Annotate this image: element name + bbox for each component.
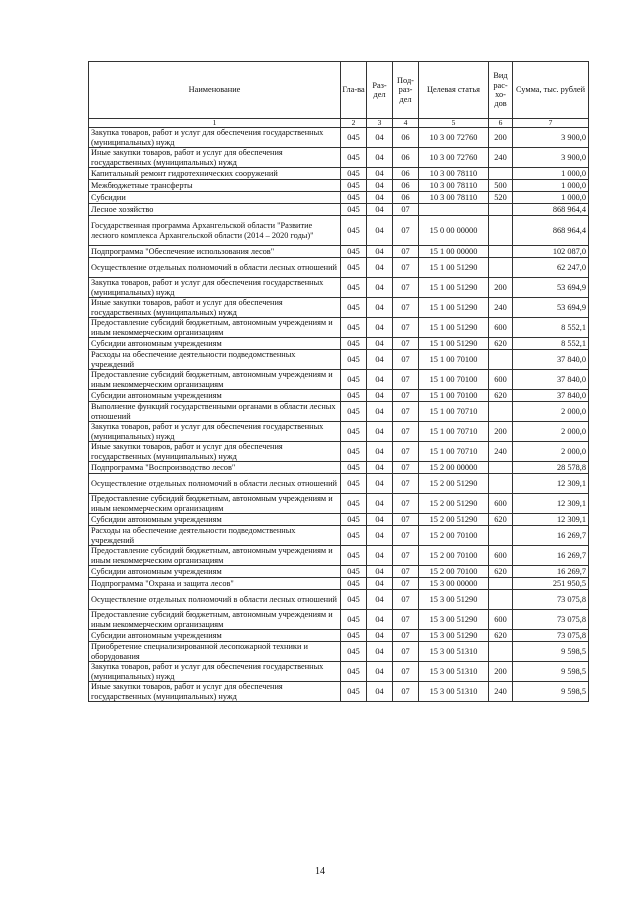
row-chapter-cell: 045 — [341, 566, 367, 578]
row-subsection-cell: 07 — [393, 402, 419, 422]
row-target-cell: 15 2 00 51290 — [419, 514, 489, 526]
header-amount: Сумма, тыс. рублей — [513, 62, 589, 119]
row-section-cell: 04 — [367, 258, 393, 278]
row-section-cell: 04 — [367, 642, 393, 662]
row-amount-cell: 16 269,7 — [513, 546, 589, 566]
row-name-cell: Приобретение специализированной лесопожарной техники и оборудования — [89, 642, 341, 662]
row-chapter-cell: 045 — [341, 246, 367, 258]
table-row — [89, 590, 589, 610]
row-subsection-cell: 06 — [393, 128, 419, 148]
row-target-cell: 15 1 00 51290 — [419, 258, 489, 278]
row-subsection-cell: 07 — [393, 630, 419, 642]
row-chapter-cell: 045 — [341, 442, 367, 462]
table-row — [89, 298, 589, 318]
row-chapter-cell: 045 — [341, 128, 367, 148]
row-chapter-cell: 045 — [341, 192, 367, 204]
row-target-cell: 15 1 00 00000 — [419, 246, 489, 258]
row-subsection-cell: 07 — [393, 338, 419, 350]
row-section-cell: 04 — [367, 566, 393, 578]
row-expense-type-cell — [489, 590, 513, 610]
row-section-cell: 04 — [367, 514, 393, 526]
page-number: 14 — [315, 866, 325, 877]
row-expense-type-cell: 620 — [489, 630, 513, 642]
row-name-cell: Осуществление отдельных полномочий в области лесных отношений — [89, 258, 341, 278]
row-subsection-cell: 07 — [393, 526, 419, 546]
row-amount-cell: 16 269,7 — [513, 526, 589, 546]
table-row — [89, 168, 589, 180]
header-name: Наименование — [89, 62, 341, 119]
row-name-cell: Предоставление субсидий бюджетным, автономным учреждениям и иным некоммерческим организациям — [89, 610, 341, 630]
row-target-cell: 15 1 00 70100 — [419, 370, 489, 390]
row-section-cell: 04 — [367, 338, 393, 350]
row-name-cell: Субсидии автономным учреждениям — [89, 566, 341, 578]
row-amount-cell: 1 000,0 — [513, 192, 589, 204]
row-chapter-cell: 045 — [341, 258, 367, 278]
row-chapter-cell: 045 — [341, 590, 367, 610]
row-expense-type-cell: 240 — [489, 148, 513, 168]
row-subsection-cell: 07 — [393, 350, 419, 370]
row-section-cell: 04 — [367, 350, 393, 370]
row-expense-type-cell — [489, 216, 513, 246]
table-row — [89, 216, 589, 246]
table-row — [89, 350, 589, 370]
row-name-cell: Субсидии автономным учреждениям — [89, 514, 341, 526]
row-chapter-cell: 045 — [341, 298, 367, 318]
row-expense-type-cell — [489, 204, 513, 216]
row-amount-cell: 1 000,0 — [513, 168, 589, 180]
table-row — [89, 180, 589, 192]
table-row — [89, 402, 589, 422]
row-expense-type-cell — [489, 350, 513, 370]
row-section-cell: 04 — [367, 148, 393, 168]
column-number: 7 — [513, 119, 589, 128]
row-chapter-cell: 045 — [341, 578, 367, 590]
row-amount-cell: 102 087,0 — [513, 246, 589, 258]
row-section-cell: 04 — [367, 442, 393, 462]
row-section-cell: 04 — [367, 390, 393, 402]
row-name-cell: Осуществление отдельных полномочий в области лесных отношений — [89, 590, 341, 610]
row-target-cell: 15 3 00 51290 — [419, 630, 489, 642]
row-subsection-cell: 06 — [393, 148, 419, 168]
row-target-cell: 10 3 00 78110 — [419, 168, 489, 180]
row-name-cell: Субсидии автономным учреждениям — [89, 630, 341, 642]
row-name-cell: Субсидии автономным учреждениям — [89, 338, 341, 350]
row-amount-cell: 37 840,0 — [513, 390, 589, 402]
row-name-cell: Предоставление субсидий бюджетным, автономным учреждениям и иным некоммерческим организациям — [89, 370, 341, 390]
row-chapter-cell: 045 — [341, 204, 367, 216]
column-number: 4 — [393, 119, 419, 128]
row-section-cell: 04 — [367, 192, 393, 204]
row-subsection-cell: 07 — [393, 298, 419, 318]
row-name-cell: Предоставление субсидий бюджетным, автономным учреждениям и иным некоммерческим организациям — [89, 546, 341, 566]
row-chapter-cell: 045 — [341, 494, 367, 514]
row-section-cell: 04 — [367, 610, 393, 630]
header-target: Целевая статья — [419, 62, 489, 119]
row-subsection-cell: 07 — [393, 610, 419, 630]
row-section-cell: 04 — [367, 590, 393, 610]
row-target-cell: 15 1 00 51290 — [419, 278, 489, 298]
row-target-cell: 15 3 00 51310 — [419, 642, 489, 662]
row-chapter-cell: 045 — [341, 148, 367, 168]
row-name-cell: Капитальный ремонт гидротехнических сооружений — [89, 168, 341, 180]
table-row — [89, 370, 589, 390]
header-expense-type: Вид рас-хо-дов — [489, 62, 513, 119]
row-chapter-cell: 045 — [341, 514, 367, 526]
row-amount-cell: 8 552,1 — [513, 338, 589, 350]
row-amount-cell: 9 598,5 — [513, 682, 589, 702]
column-number: 6 — [489, 119, 513, 128]
row-target-cell — [419, 204, 489, 216]
row-section-cell: 04 — [367, 180, 393, 192]
row-section-cell: 04 — [367, 462, 393, 474]
row-subsection-cell: 07 — [393, 370, 419, 390]
row-section-cell: 04 — [367, 216, 393, 246]
row-target-cell: 15 2 00 51290 — [419, 494, 489, 514]
row-name-cell: Подпрограмма "Обеспечение использования лесов" — [89, 246, 341, 258]
table-row — [89, 390, 589, 402]
row-expense-type-cell — [489, 168, 513, 180]
row-section-cell: 04 — [367, 422, 393, 442]
row-subsection-cell: 07 — [393, 442, 419, 462]
row-subsection-cell: 07 — [393, 642, 419, 662]
table-row — [89, 148, 589, 168]
row-chapter-cell: 045 — [341, 390, 367, 402]
row-target-cell: 15 1 00 51290 — [419, 318, 489, 338]
row-name-cell: Иные закупки товаров, работ и услуг для обеспечения государственных (муниципальных) нужд — [89, 148, 341, 168]
row-target-cell: 15 1 00 70710 — [419, 402, 489, 422]
row-section-cell: 04 — [367, 128, 393, 148]
row-name-cell: Субсидии — [89, 192, 341, 204]
table-row — [89, 474, 589, 494]
row-amount-cell: 28 578,8 — [513, 462, 589, 474]
row-amount-cell: 8 552,1 — [513, 318, 589, 338]
table-row — [89, 514, 589, 526]
row-subsection-cell: 07 — [393, 566, 419, 578]
row-amount-cell: 868 964,4 — [513, 216, 589, 246]
row-target-cell: 10 3 00 78110 — [419, 192, 489, 204]
row-name-cell: Закупка товаров, работ и услуг для обеспечения государственных (муниципальных) нужд — [89, 422, 341, 442]
row-target-cell: 15 1 00 70710 — [419, 422, 489, 442]
row-name-cell: Иные закупки товаров, работ и услуг для обеспечения государственных (муниципальных) нужд — [89, 298, 341, 318]
row-chapter-cell: 045 — [341, 682, 367, 702]
row-chapter-cell: 045 — [341, 338, 367, 350]
row-subsection-cell: 07 — [393, 258, 419, 278]
row-chapter-cell: 045 — [341, 402, 367, 422]
row-section-cell: 04 — [367, 494, 393, 514]
header-chapter: Гла-ва — [341, 62, 367, 119]
row-amount-cell: 868 964,4 — [513, 204, 589, 216]
table-row — [89, 642, 589, 662]
row-amount-cell: 9 598,5 — [513, 642, 589, 662]
row-target-cell: 15 1 00 70100 — [419, 350, 489, 370]
row-expense-type-cell — [489, 246, 513, 258]
table-row — [89, 630, 589, 642]
row-name-cell: Лесное хозяйство — [89, 204, 341, 216]
row-expense-type-cell — [489, 402, 513, 422]
row-amount-cell: 53 694,9 — [513, 278, 589, 298]
row-target-cell: 10 3 00 78110 — [419, 180, 489, 192]
row-amount-cell: 3 900,0 — [513, 148, 589, 168]
row-subsection-cell: 07 — [393, 462, 419, 474]
row-amount-cell: 73 075,8 — [513, 630, 589, 642]
row-name-cell: Межбюджетные трансферты — [89, 180, 341, 192]
row-target-cell: 15 2 00 70100 — [419, 546, 489, 566]
row-target-cell: 15 3 00 51310 — [419, 682, 489, 702]
row-chapter-cell: 045 — [341, 278, 367, 298]
row-section-cell: 04 — [367, 246, 393, 258]
row-target-cell: 15 1 00 51290 — [419, 298, 489, 318]
row-name-cell: Закупка товаров, работ и услуг для обеспечения государственных (муниципальных) нужд — [89, 662, 341, 682]
column-number: 5 — [419, 119, 489, 128]
row-expense-type-cell: 240 — [489, 298, 513, 318]
column-number-row — [89, 119, 589, 128]
row-chapter-cell: 045 — [341, 474, 367, 494]
row-expense-type-cell — [489, 474, 513, 494]
row-chapter-cell: 045 — [341, 180, 367, 192]
row-subsection-cell: 07 — [393, 278, 419, 298]
row-expense-type-cell: 500 — [489, 180, 513, 192]
row-chapter-cell: 045 — [341, 318, 367, 338]
row-chapter-cell: 045 — [341, 422, 367, 442]
table-row — [89, 546, 589, 566]
row-target-cell: 15 3 00 51290 — [419, 590, 489, 610]
row-subsection-cell: 07 — [393, 390, 419, 402]
row-subsection-cell: 07 — [393, 246, 419, 258]
row-name-cell: Осуществление отдельных полномочий в области лесных отношений — [89, 474, 341, 494]
row-name-cell: Предоставление субсидий бюджетным, автономным учреждениям и иным некоммерческим организациям — [89, 494, 341, 514]
row-subsection-cell: 07 — [393, 216, 419, 246]
row-name-cell: Выполнение функций государственными органами в области лесных отношений — [89, 402, 341, 422]
table-row — [89, 566, 589, 578]
row-subsection-cell: 06 — [393, 192, 419, 204]
row-expense-type-cell: 600 — [489, 370, 513, 390]
table-row — [89, 494, 589, 514]
row-expense-type-cell: 600 — [489, 494, 513, 514]
row-section-cell: 04 — [367, 474, 393, 494]
row-section-cell: 04 — [367, 526, 393, 546]
row-expense-type-cell — [489, 642, 513, 662]
row-target-cell: 15 2 00 00000 — [419, 462, 489, 474]
row-target-cell: 15 3 00 00000 — [419, 578, 489, 590]
row-section-cell: 04 — [367, 298, 393, 318]
row-subsection-cell: 07 — [393, 474, 419, 494]
row-subsection-cell: 06 — [393, 180, 419, 192]
row-name-cell: Иные закупки товаров, работ и услуг для обеспечения государственных (муниципальных) нужд — [89, 682, 341, 702]
row-section-cell: 04 — [367, 402, 393, 422]
row-subsection-cell: 07 — [393, 422, 419, 442]
row-chapter-cell: 045 — [341, 168, 367, 180]
row-name-cell: Государственная программа Архангельской области "Развитие лесного комплекса Архангельской области (2014 – 2020 годы)" — [89, 216, 341, 246]
header-section: Раз-дел — [367, 62, 393, 119]
row-section-cell: 04 — [367, 546, 393, 566]
row-expense-type-cell: 200 — [489, 128, 513, 148]
row-expense-type-cell: 200 — [489, 278, 513, 298]
header-subsection: Под-раз-дел — [393, 62, 419, 119]
table-row — [89, 318, 589, 338]
row-expense-type-cell: 520 — [489, 192, 513, 204]
table-row — [89, 128, 589, 148]
row-name-cell: Расходы на обеспечение деятельности подведомственных учреждений — [89, 350, 341, 370]
table-row — [89, 278, 589, 298]
row-amount-cell: 73 075,8 — [513, 610, 589, 630]
row-expense-type-cell: 620 — [489, 514, 513, 526]
row-expense-type-cell: 600 — [489, 546, 513, 566]
table-row — [89, 422, 589, 442]
row-expense-type-cell: 240 — [489, 442, 513, 462]
row-section-cell: 04 — [367, 578, 393, 590]
row-section-cell: 04 — [367, 204, 393, 216]
row-subsection-cell: 07 — [393, 318, 419, 338]
row-target-cell: 10 3 00 72760 — [419, 128, 489, 148]
row-chapter-cell: 045 — [341, 610, 367, 630]
row-subsection-cell: 07 — [393, 204, 419, 216]
row-subsection-cell: 07 — [393, 494, 419, 514]
table-row — [89, 192, 589, 204]
table-row — [89, 258, 589, 278]
row-subsection-cell: 07 — [393, 590, 419, 610]
column-number: 3 — [367, 119, 393, 128]
row-target-cell: 15 0 00 00000 — [419, 216, 489, 246]
table-row — [89, 246, 589, 258]
row-chapter-cell: 045 — [341, 662, 367, 682]
row-amount-cell: 3 900,0 — [513, 128, 589, 148]
row-amount-cell: 2 000,0 — [513, 442, 589, 462]
header-row — [89, 62, 589, 119]
row-target-cell: 15 1 00 51290 — [419, 338, 489, 350]
row-name-cell: Расходы на обеспечение деятельности подведомственных учреждений — [89, 526, 341, 546]
table-row — [89, 610, 589, 630]
table-row — [89, 526, 589, 546]
row-section-cell: 04 — [367, 630, 393, 642]
row-chapter-cell: 045 — [341, 642, 367, 662]
row-section-cell: 04 — [367, 278, 393, 298]
row-section-cell: 04 — [367, 662, 393, 682]
row-amount-cell: 62 247,0 — [513, 258, 589, 278]
row-target-cell: 15 2 00 70100 — [419, 566, 489, 578]
row-expense-type-cell: 200 — [489, 662, 513, 682]
table-row — [89, 442, 589, 462]
row-name-cell: Закупка товаров, работ и услуг для обеспечения государственных (муниципальных) нужд — [89, 128, 341, 148]
row-subsection-cell: 06 — [393, 168, 419, 180]
row-subsection-cell: 07 — [393, 662, 419, 682]
row-expense-type-cell: 240 — [489, 682, 513, 702]
row-name-cell: Иные закупки товаров, работ и услуг для обеспечения государственных (муниципальных) нужд — [89, 442, 341, 462]
row-expense-type-cell: 620 — [489, 338, 513, 350]
row-chapter-cell: 045 — [341, 526, 367, 546]
row-amount-cell: 12 309,1 — [513, 514, 589, 526]
row-amount-cell: 12 309,1 — [513, 494, 589, 514]
row-amount-cell: 2 000,0 — [513, 402, 589, 422]
row-target-cell: 15 3 00 51310 — [419, 662, 489, 682]
budget-table — [88, 61, 589, 702]
row-amount-cell: 12 309,1 — [513, 474, 589, 494]
row-chapter-cell: 045 — [341, 370, 367, 390]
row-chapter-cell: 045 — [341, 350, 367, 370]
row-target-cell: 15 3 00 51290 — [419, 610, 489, 630]
row-expense-type-cell — [489, 258, 513, 278]
row-target-cell: 10 3 00 72760 — [419, 148, 489, 168]
row-amount-cell: 2 000,0 — [513, 422, 589, 442]
row-amount-cell: 9 598,5 — [513, 662, 589, 682]
table-row — [89, 682, 589, 702]
row-expense-type-cell — [489, 462, 513, 474]
row-section-cell: 04 — [367, 370, 393, 390]
row-target-cell: 15 1 00 70100 — [419, 390, 489, 402]
row-section-cell: 04 — [367, 168, 393, 180]
row-chapter-cell: 045 — [341, 462, 367, 474]
row-name-cell: Подпрограмма "Охрана и защита лесов" — [89, 578, 341, 590]
row-amount-cell: 16 269,7 — [513, 566, 589, 578]
row-subsection-cell: 07 — [393, 578, 419, 590]
row-amount-cell: 53 694,9 — [513, 298, 589, 318]
table-row — [89, 204, 589, 216]
table-row — [89, 578, 589, 590]
row-expense-type-cell: 600 — [489, 610, 513, 630]
row-expense-type-cell — [489, 526, 513, 546]
row-amount-cell: 37 840,0 — [513, 370, 589, 390]
row-subsection-cell: 07 — [393, 546, 419, 566]
column-number: 2 — [341, 119, 367, 128]
row-name-cell: Предоставление субсидий бюджетным, автономным учреждениям и иным некоммерческим организациям — [89, 318, 341, 338]
table-row — [89, 462, 589, 474]
row-target-cell: 15 1 00 70710 — [419, 442, 489, 462]
row-subsection-cell: 07 — [393, 682, 419, 702]
row-expense-type-cell — [489, 578, 513, 590]
row-expense-type-cell: 620 — [489, 566, 513, 578]
row-section-cell: 04 — [367, 318, 393, 338]
budget-page — [88, 61, 588, 702]
column-number: 1 — [89, 119, 341, 128]
row-chapter-cell: 045 — [341, 216, 367, 246]
row-name-cell: Субсидии автономным учреждениям — [89, 390, 341, 402]
row-name-cell: Подпрограмма "Воспроизводство лесов" — [89, 462, 341, 474]
row-chapter-cell: 045 — [341, 546, 367, 566]
table-row — [89, 338, 589, 350]
row-amount-cell: 1 000,0 — [513, 180, 589, 192]
row-subsection-cell: 07 — [393, 514, 419, 526]
row-amount-cell: 251 950,5 — [513, 578, 589, 590]
row-expense-type-cell: 600 — [489, 318, 513, 338]
row-name-cell: Закупка товаров, работ и услуг для обеспечения государственных (муниципальных) нужд — [89, 278, 341, 298]
row-amount-cell: 73 075,8 — [513, 590, 589, 610]
row-amount-cell: 37 840,0 — [513, 350, 589, 370]
row-section-cell: 04 — [367, 682, 393, 702]
row-target-cell: 15 2 00 70100 — [419, 526, 489, 546]
row-chapter-cell: 045 — [341, 630, 367, 642]
row-target-cell: 15 2 00 51290 — [419, 474, 489, 494]
row-expense-type-cell: 620 — [489, 390, 513, 402]
table-row — [89, 662, 589, 682]
row-expense-type-cell: 200 — [489, 422, 513, 442]
